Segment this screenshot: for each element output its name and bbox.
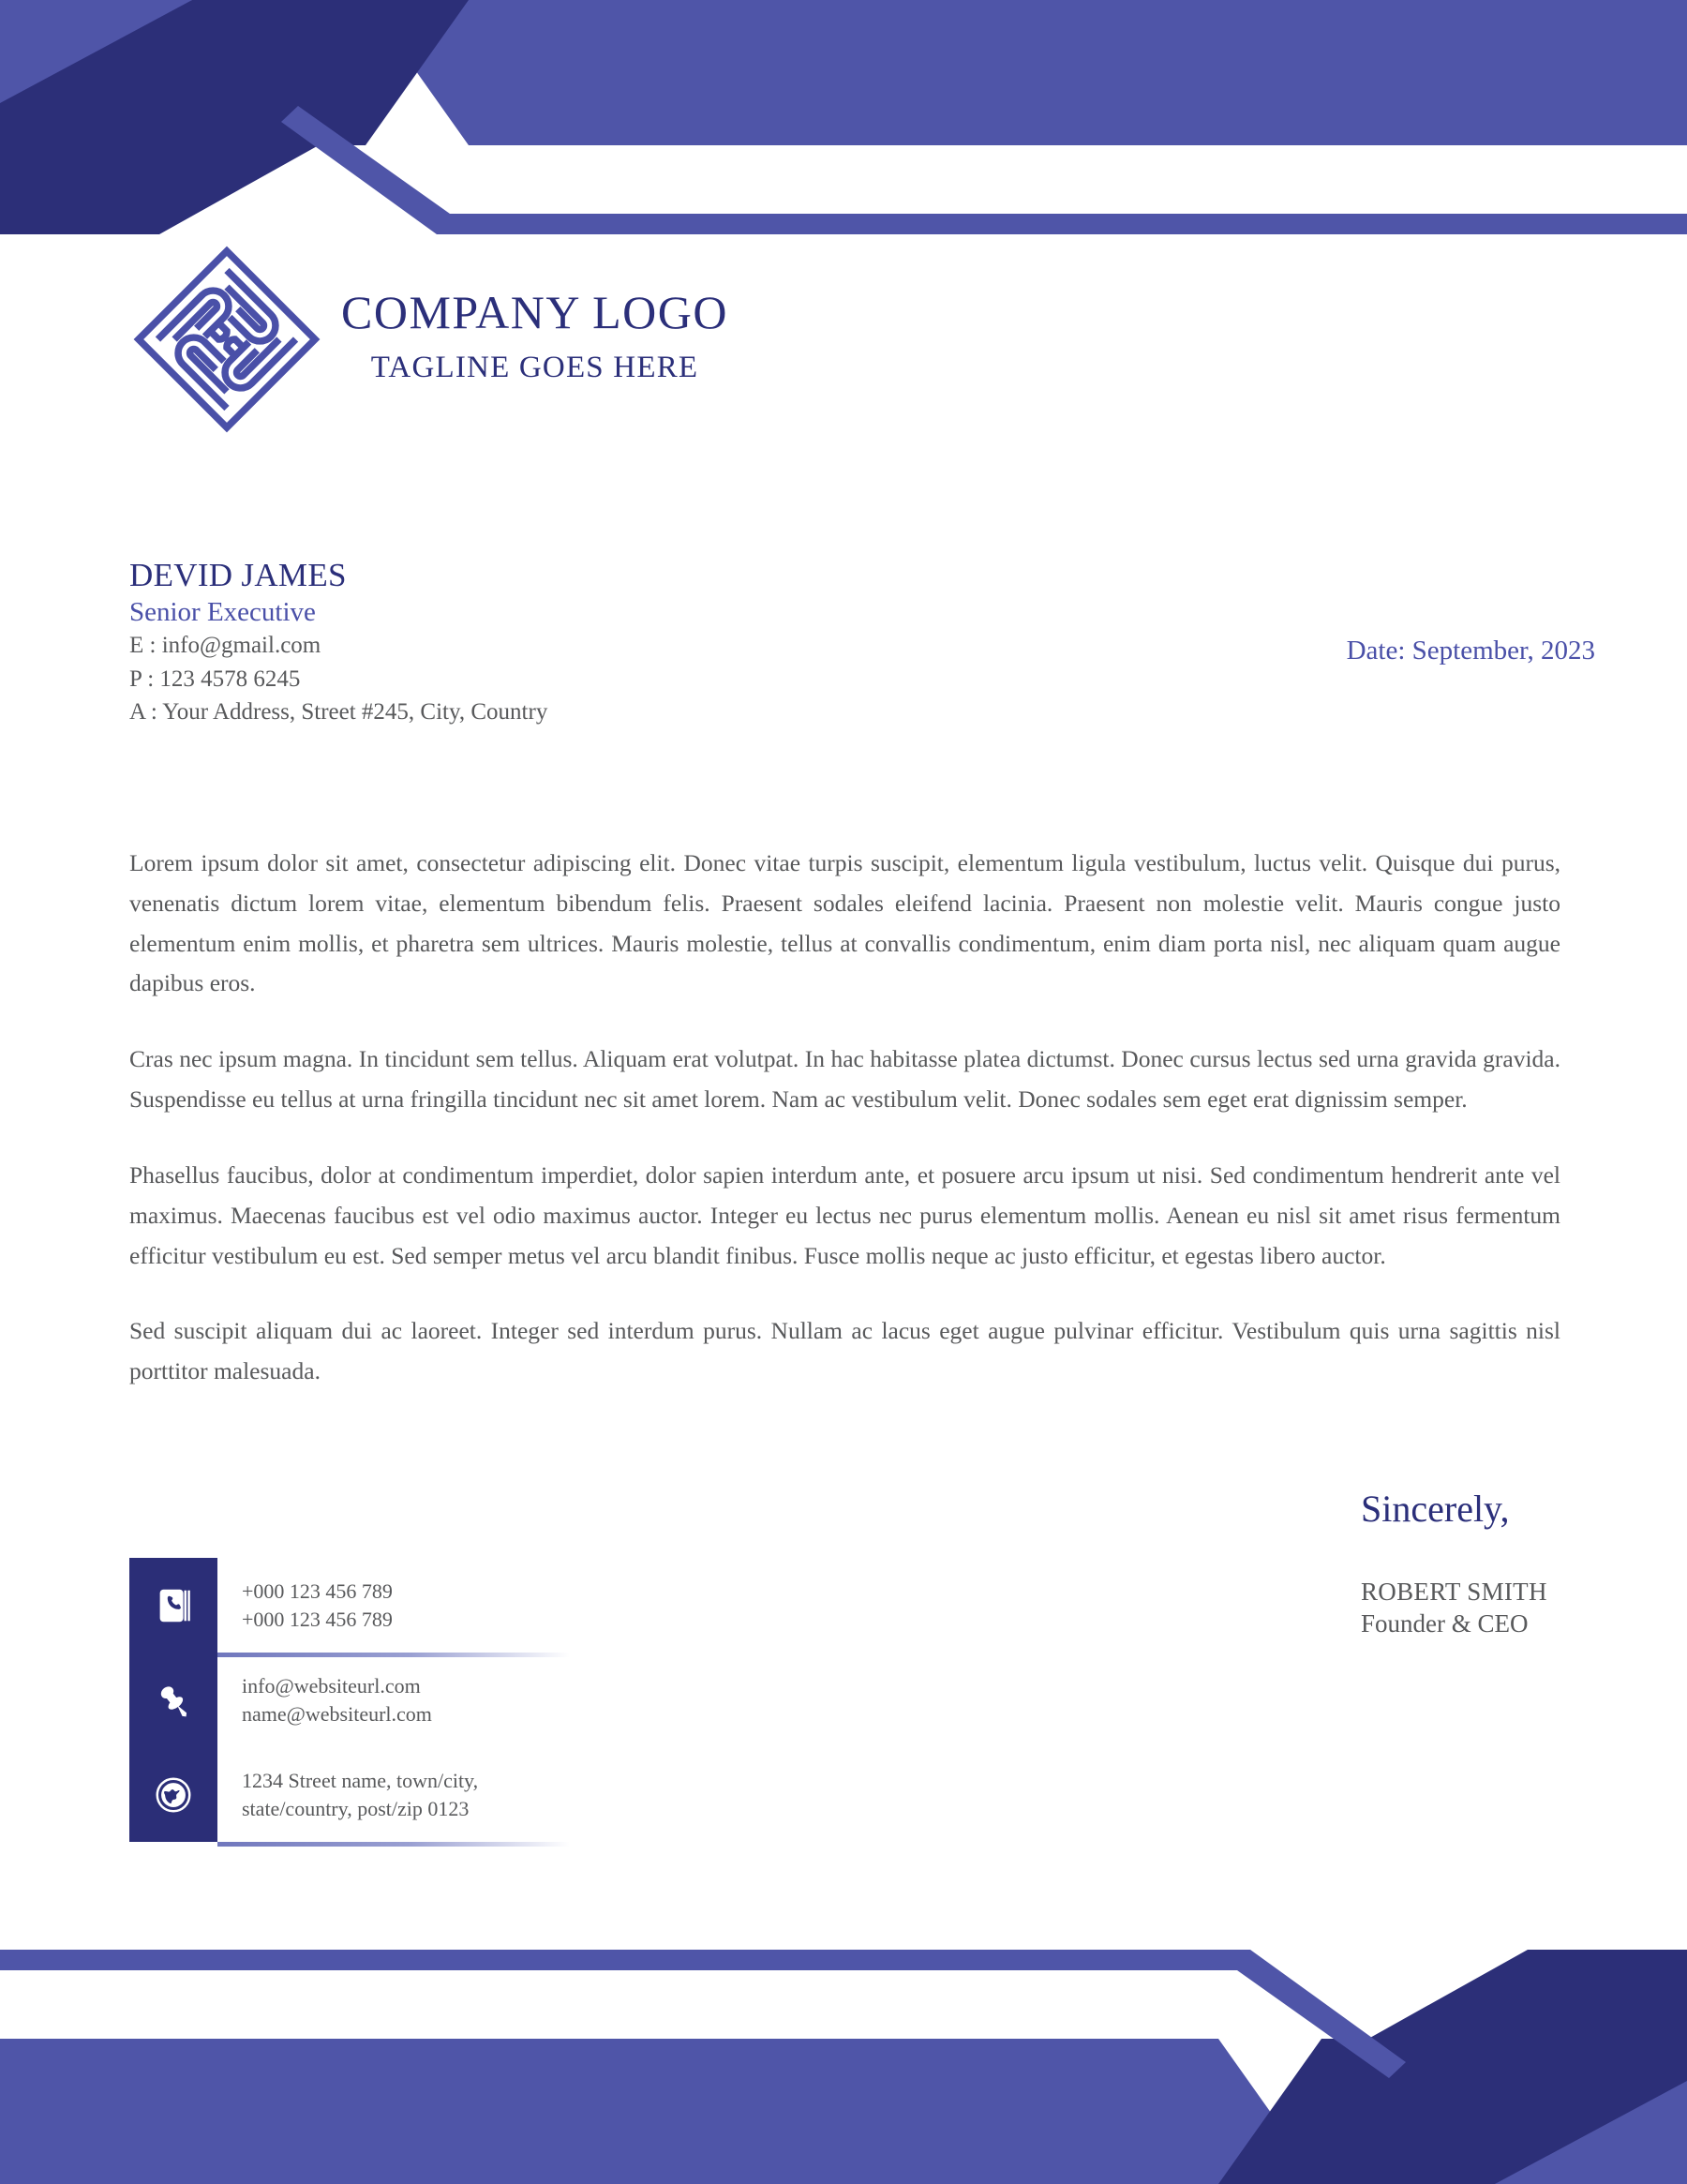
header-dark-chevron: [0, 0, 469, 234]
signer-name: ROBERT SMITH: [1361, 1578, 1547, 1606]
phone-book-icon: [129, 1558, 217, 1653]
contact-list: [129, 1558, 570, 1842]
sender-email: E : info@gmail.com: [129, 633, 321, 659]
contact-text-phone: [217, 1558, 393, 1653]
logo-lockup: [129, 242, 728, 437]
footer-light-shape-main: [0, 2039, 1462, 2184]
contact-line: +000 123 456 789: [242, 1579, 393, 1604]
signature-block: [1361, 1490, 1595, 1640]
company-name: COMPANY LOGO: [341, 285, 728, 338]
header-light-shape-main: [225, 0, 1687, 145]
contact-line: state/country, post/zip 0123: [242, 1796, 470, 1820]
sender-block: [129, 557, 973, 729]
company-tagline: TAGLINE GOES HERE: [370, 350, 699, 384]
signer-title: Founder & CEO: [1361, 1608, 1529, 1638]
sender-role: Senior Executive: [129, 597, 316, 628]
contact-text-address: [217, 1747, 478, 1842]
footer-dark-chevron: [1218, 1950, 1687, 2184]
contact-row-address: [129, 1747, 570, 1842]
push-pin-icon: [129, 1653, 217, 1747]
globe-icon: [129, 1747, 217, 1842]
contact-row-email: [129, 1653, 570, 1747]
letter-body: [129, 844, 1560, 1392]
letter-paragraph: Phasellus faucibus, dolor at condimentum imperdiet, dolor sapien interdum ante, et posuere arcu ipsum ut nisi. Sed condimentum hendrerit ante vel maximus. Maecenas faucibus est vel odio maximus auctor. Integer eu lectus nec purus elementum mollis. Aenean eu nisl sit amet risus fermentum efficitur vestibulum eu est. Sed semper metus vel arcu blandit finibus. Fusce mollis neque ac justo efficitur, et egestas libero auctor.: [129, 1160, 1560, 1269]
letter-paragraph: Cras nec ipsum magna. In tincidunt sem tellus. Aliquam erat volutpat. In hac habitasse platea dictumst. Donec cursus lectus sed urna gravida gravida. Suspendisse eu tellus at urna fringilla tincidunt nec sit amet lorem. Nam ac vestibulum velit. Donec sodales sem eget erat dignissim semper.: [129, 1045, 1560, 1114]
contact-line: +000 123 456 789: [242, 1607, 393, 1631]
footer-light-shape-left: [1495, 1950, 1687, 2184]
footer-decoration: [0, 1950, 1687, 2184]
letter-paragraph: Sed suscipit aliquam dui ac laoreet. Integer sed interdum purus. Nullam ac lacus eget augue pulvinar efficitur. Vestibulum quis urna sagittis nisl porttitor malesuada.: [129, 1317, 1560, 1385]
contact-line: info@websiteurl.com: [242, 1674, 421, 1698]
contact-line: 1234 Street name, town/city,: [242, 1769, 479, 1793]
header-lower-stripe: [281, 106, 1687, 234]
maze-diamond-icon: [129, 242, 324, 437]
contact-divider: [217, 1842, 570, 1847]
contact-line: name@websiteurl.com: [242, 1701, 432, 1726]
logo-text-block: [341, 285, 728, 391]
contact-text-email: [217, 1653, 432, 1747]
contact-row-phone: [129, 1558, 570, 1653]
letter-date: Date: September, 2023: [1346, 636, 1595, 666]
sender-address: A : Your Address, Street #245, City, Country: [129, 699, 548, 726]
letter-paragraph: Lorem ipsum dolor sit amet, consectetur adipiscing elit. Donec vitae turpis suscipit, elementum ligula vestibulum, luctus velit. Quisque dui purus, venenatis dictum lorem vitae, elementum bibendum felis. Praesent sodales eleifend lacinia. Praesent non molestie velit. Mauris congue justo elementum enim mollis, et pharetra sem ultrices. Mauris molestie, tellus at convallis condimentum, enim diam porta nisl, nec aliquam quam augue dapibus eros.: [129, 849, 1560, 997]
sender-phone: P : 123 4578 6245: [129, 666, 301, 692]
footer-lower-stripe: [0, 1950, 1406, 2078]
header-light-shape-left: [0, 0, 192, 234]
sign-off: Sincerely,: [1361, 1488, 1510, 1530]
sender-name: DEVID JAMES: [129, 557, 347, 593]
header-decoration: [0, 0, 1687, 234]
